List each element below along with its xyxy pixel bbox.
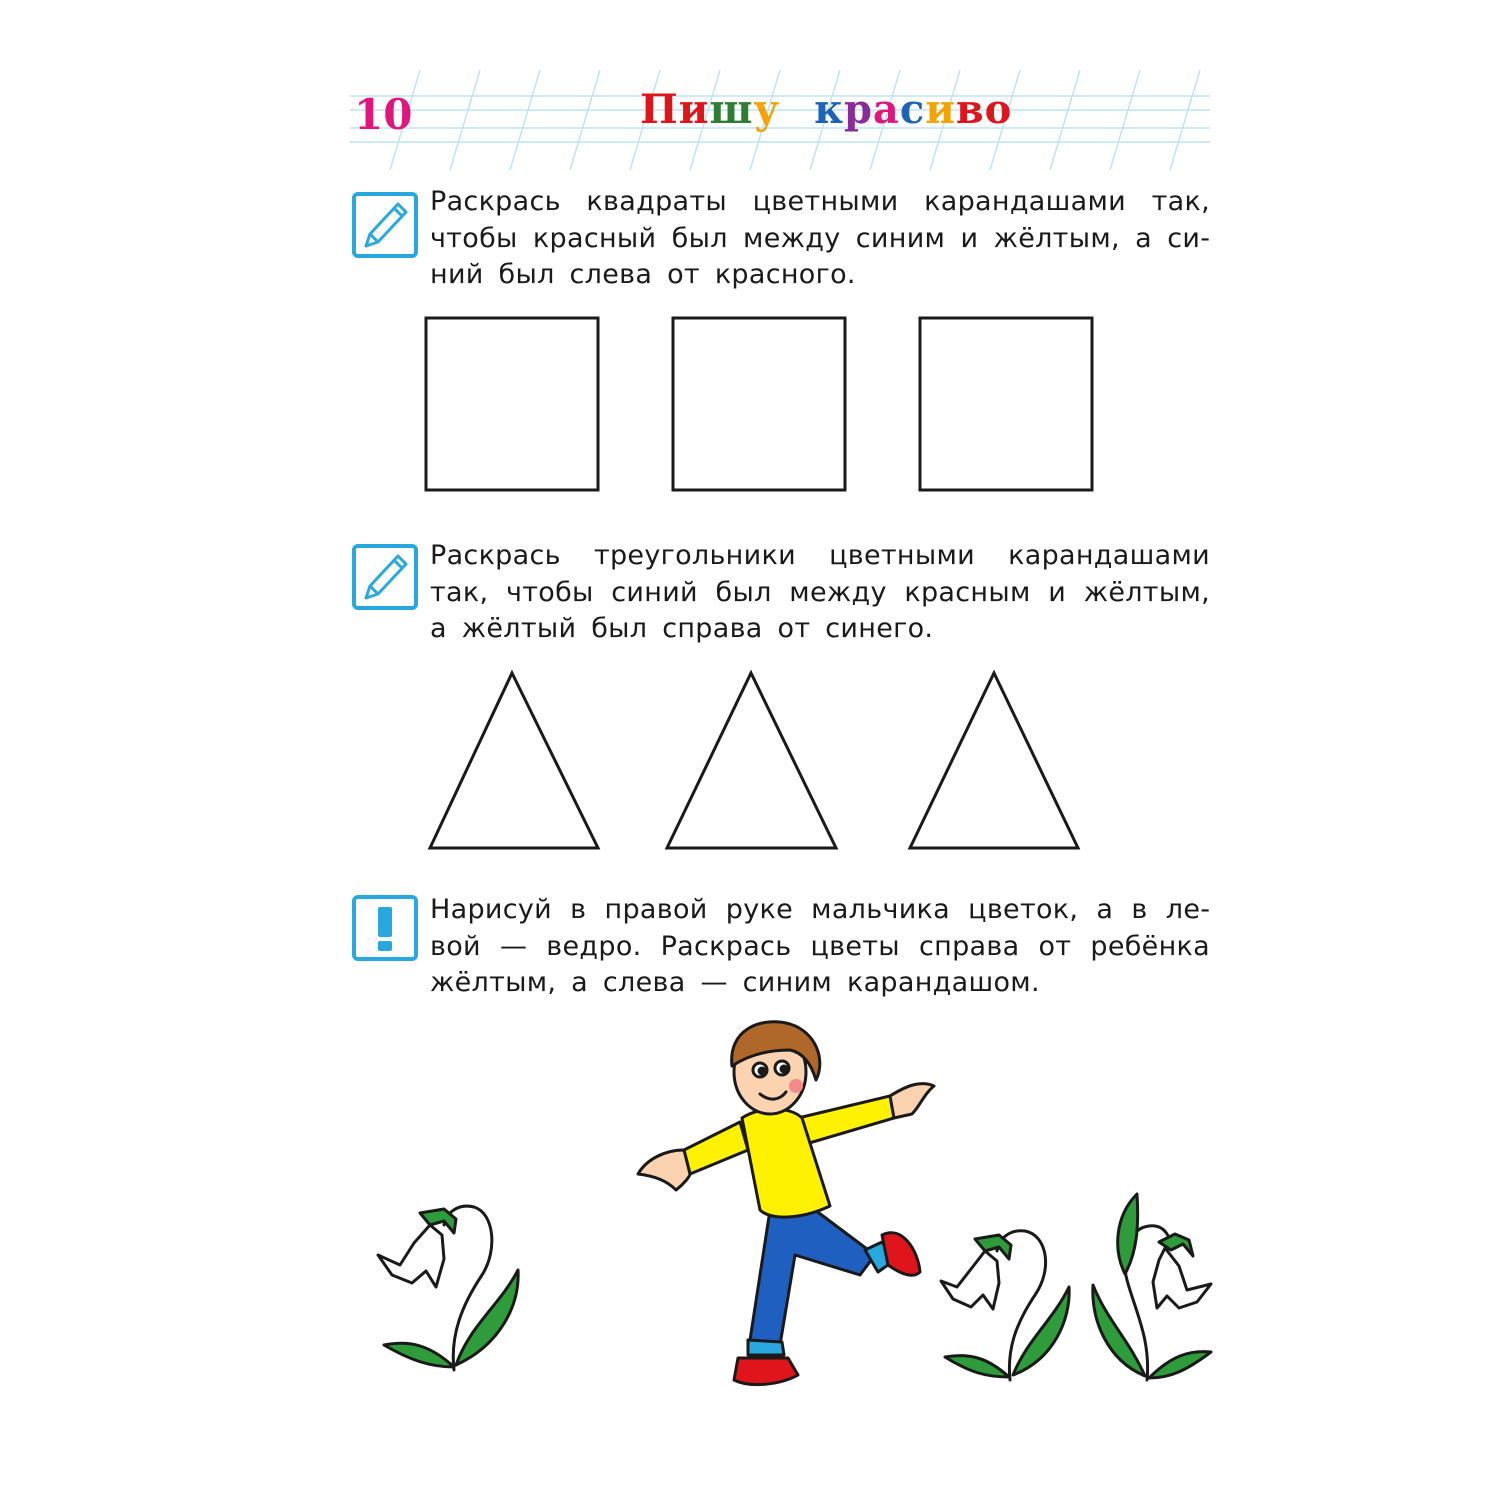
page-number: 10	[354, 90, 413, 139]
task-2-text: Раскрась треугольники цветными карандашами так, чтобы синий был между красным и жёлтым, а жёлтый был справа от синего.	[430, 540, 1210, 644]
title-letter: и	[678, 86, 710, 133]
title-letter: ш	[709, 86, 754, 133]
title-letter: р	[843, 86, 873, 133]
square-2[interactable]	[673, 318, 845, 490]
page-header	[350, 70, 1210, 170]
title-letter: а	[872, 86, 900, 133]
title-letter: в	[955, 86, 985, 133]
task-3-text: Нарисуй в правой руке мальчика цветок, а в левой — ведро. Раскрась цветы справа от ребёнка жёлтым, а слева — синим карандашом.	[430, 894, 1210, 998]
flower-right-1[interactable]	[935, 1225, 1085, 1385]
task-1-text: Раскрась квадраты цветными карандашами так, чтобы красный был между синим и жёлтым, а синий был слева от красного.	[430, 186, 1210, 290]
flower-right-2[interactable]	[1085, 1190, 1225, 1385]
title-letter: П	[640, 86, 679, 133]
triangle-3[interactable]	[910, 673, 1078, 848]
boy-illustration	[620, 1010, 940, 1390]
square-3[interactable]	[920, 318, 1092, 490]
square-1[interactable]	[426, 318, 598, 490]
pencil-icon	[352, 192, 418, 258]
title-letter: к	[814, 86, 844, 133]
page-title	[640, 86, 1013, 133]
triangle-2[interactable]	[667, 673, 836, 848]
title-letter: с	[899, 86, 926, 133]
title-letter: у	[753, 86, 781, 133]
title-letter: и	[925, 86, 956, 133]
exclamation-icon	[352, 895, 418, 961]
triangles-row	[420, 665, 1090, 857]
squares-row	[420, 312, 1100, 496]
triangle-1[interactable]	[430, 673, 598, 848]
pencil-icon	[352, 544, 418, 610]
title-letter: о	[984, 86, 1013, 133]
flower-left[interactable]	[370, 1195, 530, 1375]
